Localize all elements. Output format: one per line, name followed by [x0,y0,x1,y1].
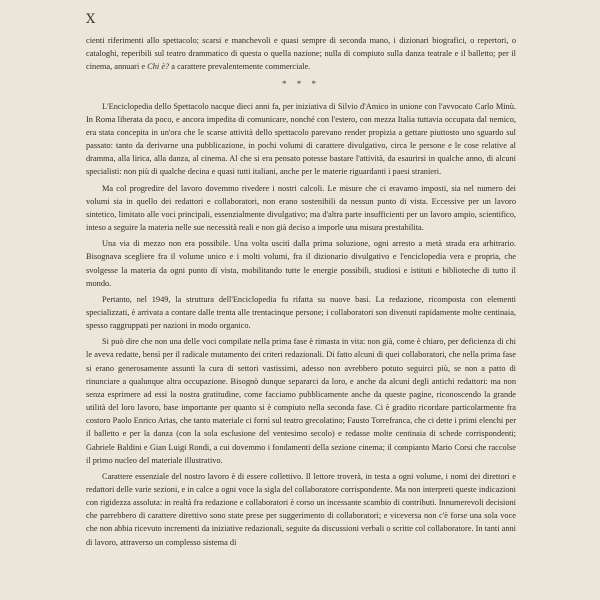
paragraph-1: L'Enciclopedia dello Spettacolo nacque dieci anni fa, per iniziativa di Silvio d'Amico in unione con l'avvocato Carlo Minù. In Roma liberata da poco, e ancora impedita di comunicare, nonché con l'estero, con mezza Italia tuttavia occupata dal nemico, era stata concepita in un'ora che le scarse attività dello spettacolo parevano render propizia a gettare piuttosto uno sguardo sul passato: tanto da derivarne una pubblicazione, in pochi volumi di carattere divulgativo, circa le persone e le cose relative al dramma, alla lirica, alla danza, al cinema. Al che si era pensato potesse bastare l'attività, da esaurirsi in qualche anno, di alcuni specialisti: non più di qualche decina e quasi tutti italiani, anche per le materie riguardanti i paesi stranieri. [86,101,516,177]
paragraph-5: Si può dire che non una delle voci compilate nella prima fase è rimasta in vita: non già, come è chiaro, per deficienza di chi le aveva redatte, bensì per il radicale mutamento dei criteri redazionali. Di fatto alcuni di quei collaboratori, che nella prima fase si erano generosamente assunti la cura di settori vastissimi, adesso non avrebbero potuto seguirci più, se non a patto di rinunciare a qualunque altra occupazione. Bisognò dunque separarci da loro, e anche da alcuni degli antichi redattori: ma non senza esprimere ad essi la nostra gratitudine, come facciamo pubblicamente anche da queste pagine, riconoscendo la grande utilità del loro lavoro, base importante per quanto si è compiuto nella seconda fase. Ci è gradito ricordare particolarmente fra costoro Paolo Enrico Arias, che tanto materiale ci fornì sul teatro grecolatino; Fausto Torrefranca, che ci dette i primi elenchi per il balletto e per la danza (con la sola esclusione del ventesimo secolo) e redasse molte centinaia di schede corrispondenti; Gabriele Baldini e Gian Luigi Rondi, a cui dovemmo i fondamenti della sezione cinema; il compianto Mario Corsi che raccolse il primo nucleo del materiale illustrativo. [86,337,516,465]
section-separator: * * * [282,79,320,90]
paragraph-4: Pertanto, nel 1949, la struttura dell'Enciclopedia fu rifatta su nuove basi. La redazione, ricomposta con elementi specializzati, è arrivata a contare dalle trenta alle trentacinque persone; i collaboratori son divenuti rapidamente molte centinaia, spesso raggruppati per nazioni in modo organico. [86,294,516,331]
intro-text-start: cienti riferimenti allo spettacolo; scarsi e manchevoli e quasi sempre di seconda mano, i dizionari biografici, o repertori, o cataloghi, reperibili sul teatro drammatico di questa o quella nazione; nulla di compiuto sulla danza teatrale e il balletto; per il cinema, annuari e [86,36,516,72]
intro-italic-title: Chi è? [147,62,170,72]
paragraph-2: Ma col progredire del lavoro dovemmo rivedere i nostri calcoli. Le misure che ci eravamo imposti, sia nel numero dei volumi sia in quello dei redattori e collaboratori, non erano sostenibili da nessun punto di vista. Eccessive per un lavoro sintetico, limitato alle voci principali, essenzialmente divulgativo; ma d'altra parte insufficienti per un lavoro ampio, scientifico, inteso a seguire la materia nelle sue necessità reali e non già deciso a imporle una misura prestabilita. [86,183,516,233]
paragraph-3: Una via di mezzo non era possibile. Una volta uscitì dalla prima soluzione, ogni arresto a metà strada era arbitrario. Bisognava scegliere fra il volume unico e i molti volumi, fra il dizionario divulgativo e l'enciclopedia vera e propria, che svolgesse la materia da ogni punto di vista, mobilitando tutte le energie possibili, studiosi e istituti e biblioteche di tutto il mondo. [86,239,516,288]
paragraph-6: Carattere essenziale del nostro lavoro è di essere collettivo. Il lettore troverà, in testa a ogni volume, i nomi dei direttori e redattori delle varie sezioni, e in calce a ogni voce la sigla del collaboratore corrispondente. Ma non interpreti queste indicazioni con rigidezza assoluta: in realtà fra redazione e collaboratori è corso un incessante scambio di contributi. Innumerevoli decisioni che parrebbero di carattere direttivo sono state prese per suggerimento di collaboratori; e viceversa non c'è forse una sola voce che non abbia ricevuto incrementi da iniziative redazionali, seguite da discussioni verbali o scritte col collaboratore. In tanti anni di lavoro, attraverso un complesso sistema di [86,471,516,547]
page-number: X [86,12,96,27]
intro-text-end: a carattere prevalentemente commerciale. [169,62,311,72]
body-text [86,34,516,549]
intro-paragraph [86,34,516,73]
